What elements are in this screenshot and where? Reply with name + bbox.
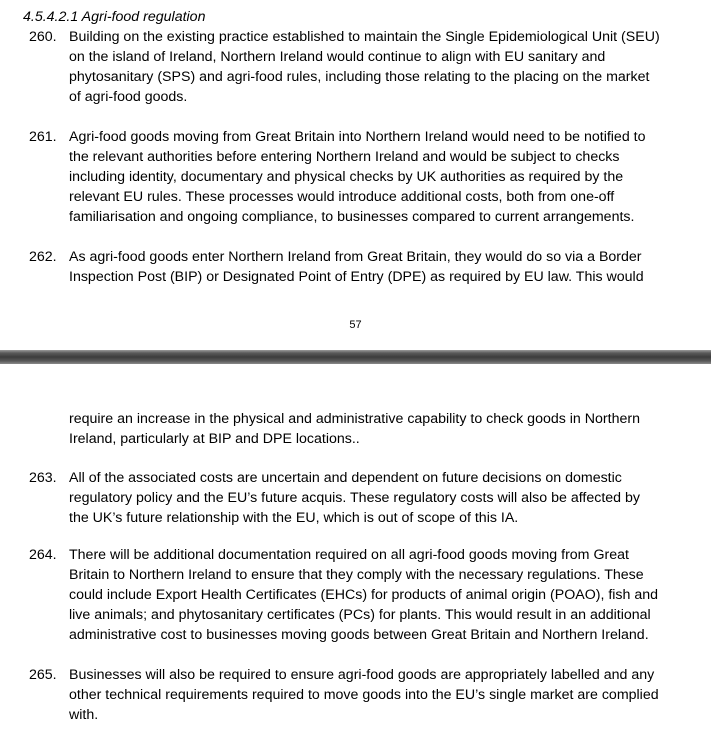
text-line: the relevant authorities before entering Northern Ireland and would be subject to checks [69,149,620,165]
paragraph-text [69,665,659,725]
paragraph-number: 261. [29,129,57,145]
text-line: including identity, documentary and physical checks by UK authorities as required by the [69,169,624,185]
text-line: Businesses will also be required to ensure agri-food goods are appropriately labelled and any [69,667,655,683]
text-line: phytosanitary (SPS) and agri-food rules, including those relating to the placing on the market [69,69,650,85]
paragraph-text [69,468,640,528]
paragraph-text [69,27,660,107]
text-line: familiarisation and ongoing compliance, to businesses compared to current arrangements. [69,209,635,225]
paragraph-number: 265. [29,667,57,683]
text-line: There will be additional documentation required on all agri-food goods moving from Great [69,547,629,563]
document-page-58 [0,364,711,735]
text-line: relevant EU rules. These processes would introduce additional costs, both from one-off [69,189,615,205]
text-line: administrative cost to businesses moving goods between Great Britain and Northern Ireland. [69,627,649,643]
paragraph-text [69,127,646,227]
text-line: the UK’s future relationship with the EU, which is out of scope of this IA. [69,510,519,526]
text-line: other technical requirements required to move goods into the EU’s single market are complied [69,687,659,703]
text-line: As agri-food goods enter Northern Ireland from Great Britain, they would do so via a Border [69,249,642,265]
text-line: require an increase in the physical and administrative capability to check goods in Northern [69,411,640,427]
page-separator [0,350,711,364]
paragraph-text [69,545,658,645]
text-line: regulatory policy and the EU’s future acquis. These regulatory costs will also be affected by [69,490,640,506]
document-page-57 [0,0,711,350]
text-line: could include Export Health Certificates (EHCs) for products of animal origin (POAO), fish and [69,587,659,603]
paragraph-number: 260. [29,29,57,45]
text-line: Britain to Northern Ireland to ensure that they comply with the necessary regulations. These [69,567,644,583]
text-line: of agri-food goods. [69,89,188,105]
text-line: Ireland, particularly at BIP and DPE locations.. [69,431,360,447]
text-line: Building on the existing practice established to maintain the Single Epidemiological Unit (SEU) [69,29,660,45]
text-line: Inspection Post (BIP) or Designated Point of Entry (DPE) as required by EU law. This would [69,269,644,285]
text-line: on the island of Ireland, Northern Ireland would continue to align with EU sanitary and [69,49,606,65]
text-line: live animals; and phytosanitary certificates (PCs) for plants. This would result in an additional [69,607,651,623]
paragraph-number: 264. [29,547,57,563]
text-line: All of the associated costs are uncertain and dependent on future decisions on domestic [69,470,622,486]
text-line: Agri-food goods moving from Great Britain into Northern Ireland would need to be notified to [69,129,646,145]
paragraph-text [69,247,644,287]
paragraph-text [69,409,640,449]
paragraph-number: 262. [29,249,57,265]
text-line: with. [69,707,99,723]
page-number: 57 [349,319,362,331]
section-heading: 4.5.4.2.1 Agri-food regulation [23,9,206,25]
paragraph-number: 263. [29,470,57,486]
